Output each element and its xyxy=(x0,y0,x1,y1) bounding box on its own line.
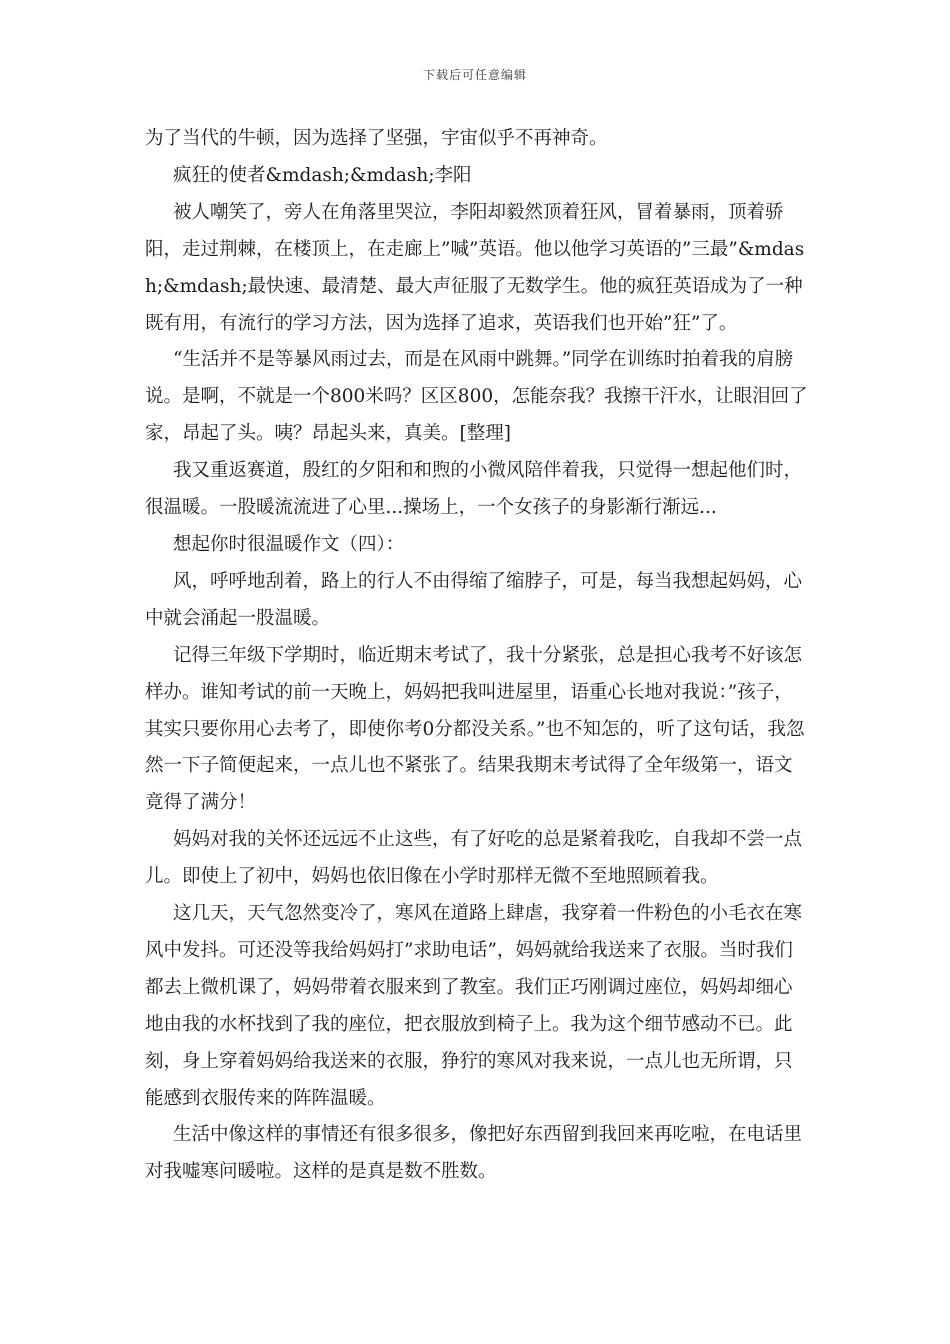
paragraph-1: 为了当代的牛顿，因为选择了坚强，宇宙似乎不再神奇。 xyxy=(145,128,608,149)
paragraph-7: 风，呼呼地刮着，路上的行人不由得缩了缩脖子，可是，每当我想起妈妈，心中就会涌起一股温暖。 xyxy=(145,570,803,629)
paragraph-2: 疯狂的使者&mdash;&mdash;李阳 xyxy=(173,164,472,186)
paragraph-10: 这几天，天气忽然变冷了，寒风在道路上肆虐，我穿着一件粉色的小毛衣在寒风中发抖。可还没等我给妈妈打”求助电话”，妈妈就给我送来了衣服。当时我们都去上微机课了，妈妈带着衣服来到了教室。我们正巧刚调过座位，妈妈却细心地由我的水杯找到了我的座位，把衣服放到椅子上。我为这个细节感动不已。此刻，身上穿着妈妈给我送来的衣服，狰狞的寒风对我来说，一点儿也无所谓，只能感到衣服传来的阵阵温暖。 xyxy=(145,903,803,1109)
section-heading: 想起你时很温暖作文（四）： xyxy=(173,533,405,555)
paragraph-4: “生活并不是等暴风雨过去，而是在风雨中跳舞。”同学在训练时拍着我的肩膀说。是啊，不就是一个800米吗？区区800，怎能奈我？我擦干汗水，让眼泪回了家，昂起了头。咦？昂起头来，真美。[整理] xyxy=(145,349,808,445)
paragraph-3: 被人嘲笑了，旁人在角落里哭泣，李阳却毅然顶着狂风，冒着暴雨，顶着骄阳，走过荆棘，在楼顶上，在走廊上”喊”英语。他以他学习英语的”三最”&mdash;&mdash;最快速、最清楚、最大声征服了无数学生。他的疯狂英语成为了一种既有用，有流行的学习方法，因为选择了追求，英语我们也开始”狂”了。 xyxy=(145,201,805,334)
article-body xyxy=(145,121,810,1191)
paragraph-9: 妈妈对我的关怀还远远不止这些，有了好吃的总是紧着我吃，自我却不尝一点儿。即使上了初中，妈妈也依旧像在小学时那样无微不至地照顾着我。 xyxy=(145,829,803,888)
page-header-note: 下载后可任意编辑 xyxy=(422,68,527,82)
paragraph-11: 生活中像这样的事情还有很多很多，像把好东西留到我回来再吃啦，在电话里对我嘘寒问暖啦。这样的是真是数不胜数。 xyxy=(145,1124,803,1183)
paragraph-8: 记得三年级下学期时，临近期末考试了，我十分紧张，总是担心我考不好该怎样办。谁知考试的前一天晚上，妈妈把我叫进屋里，语重心长地对我说：”孩子，其实只要你用心去考了，即使你考0分都没关系。”也不知怎的，听了这句话，我忽然一下子简便起来，一点儿也不紧张了。结果我期末考试得了全年级第一，语文竟得了满分！ xyxy=(145,644,805,814)
paragraph-5: 我又重返赛道，殷红的夕阳和和煦的小微风陪伴着我，只觉得一想起他们时，很温暖。一股暖流流进了心里...操场上，一个女孩子的身影渐行渐远... xyxy=(145,460,803,519)
